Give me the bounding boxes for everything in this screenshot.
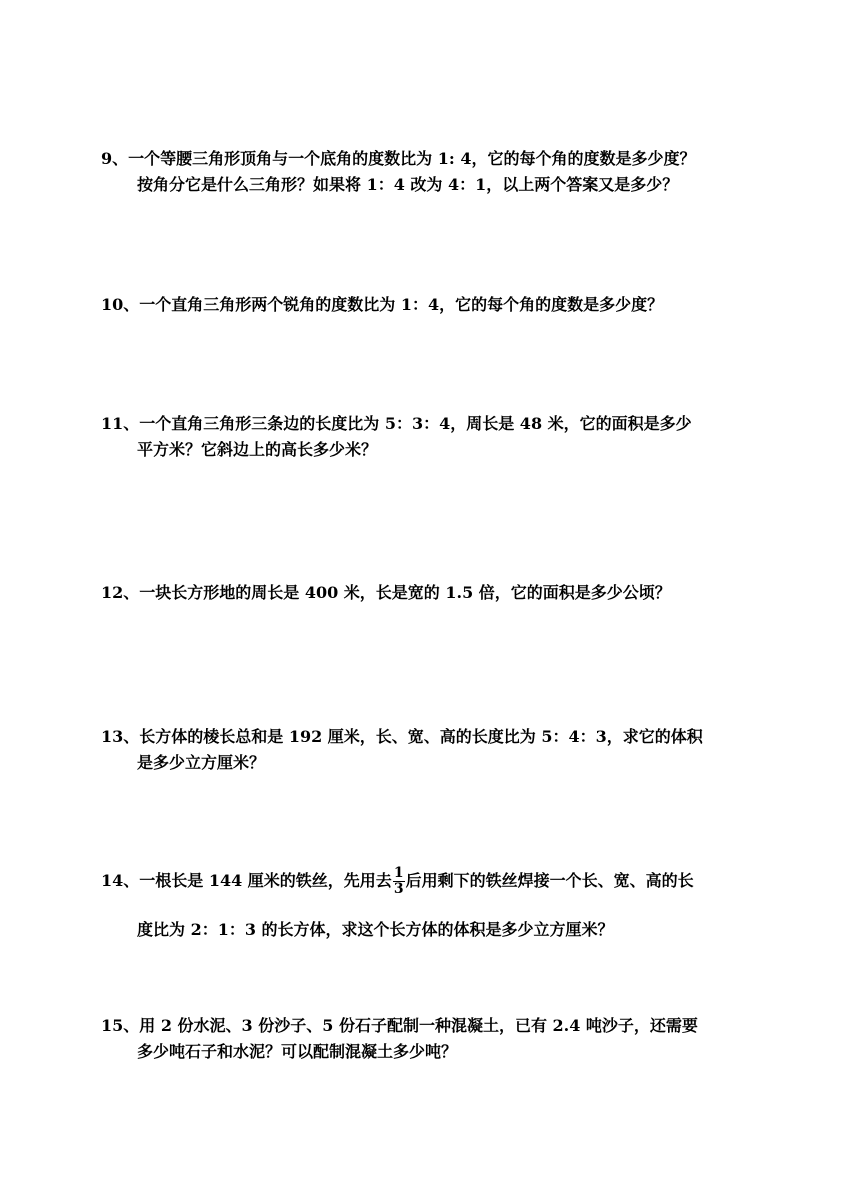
question-14-text-after-fraction: 后用剩下的铁丝焊接一个长、宽、高的长 xyxy=(405,871,694,890)
fraction-denominator: 3 xyxy=(393,881,404,897)
question-14-text-before-fraction: 14、一根长是 144 厘米的铁丝，先用去 xyxy=(101,871,392,890)
question-14-line-1 xyxy=(101,866,694,897)
question-15-line-2: 多少吨石子和水泥？可以配制混凝土多少吨？ xyxy=(137,1042,458,1061)
fraction-one-third xyxy=(393,866,405,897)
question-10-line-1: 10、一个直角三角形两个锐角的度数比为 1：4，它的每个角的度数是多少度？ xyxy=(101,295,664,314)
question-15-line-1: 15、用 2 份水泥、3 份沙子、5 份石子配制一种混凝土，已有 2.4 吨沙子，还需要 xyxy=(101,1016,698,1035)
question-13-line-2: 是多少立方厘米？ xyxy=(137,753,266,772)
fraction-numerator: 1 xyxy=(393,865,404,881)
question-13-line-1: 13、长方体的棱长总和是 192 厘米，长、宽、高的长度比为 5：4：3，求它的体积 xyxy=(101,727,703,746)
question-14-line-2: 度比为 2：1：3 的长方体，求这个长方体的体积是多少立方厘米？ xyxy=(137,920,614,939)
question-12-line-1: 12、一块长方形地的周长是 400 米，长是宽的 1.5 倍，它的面积是多少公顷？ xyxy=(101,583,671,602)
question-9-line-2: 按角分它是什么三角形？如果将 1：4 改为 4：1，以上两个答案又是多少？ xyxy=(137,175,679,194)
question-11-line-1: 11、一个直角三角形三条边的长度比为 5：3：4，周长是 48 米，它的面积是多少 xyxy=(101,414,692,433)
question-9-line-1: 9、一个等腰三角形顶角与一个底角的度数比为 1: 4，它的每个角的度数是多少度？ xyxy=(101,149,696,168)
question-11-line-2: 平方米？它斜边上的高长多少米？ xyxy=(137,440,378,459)
